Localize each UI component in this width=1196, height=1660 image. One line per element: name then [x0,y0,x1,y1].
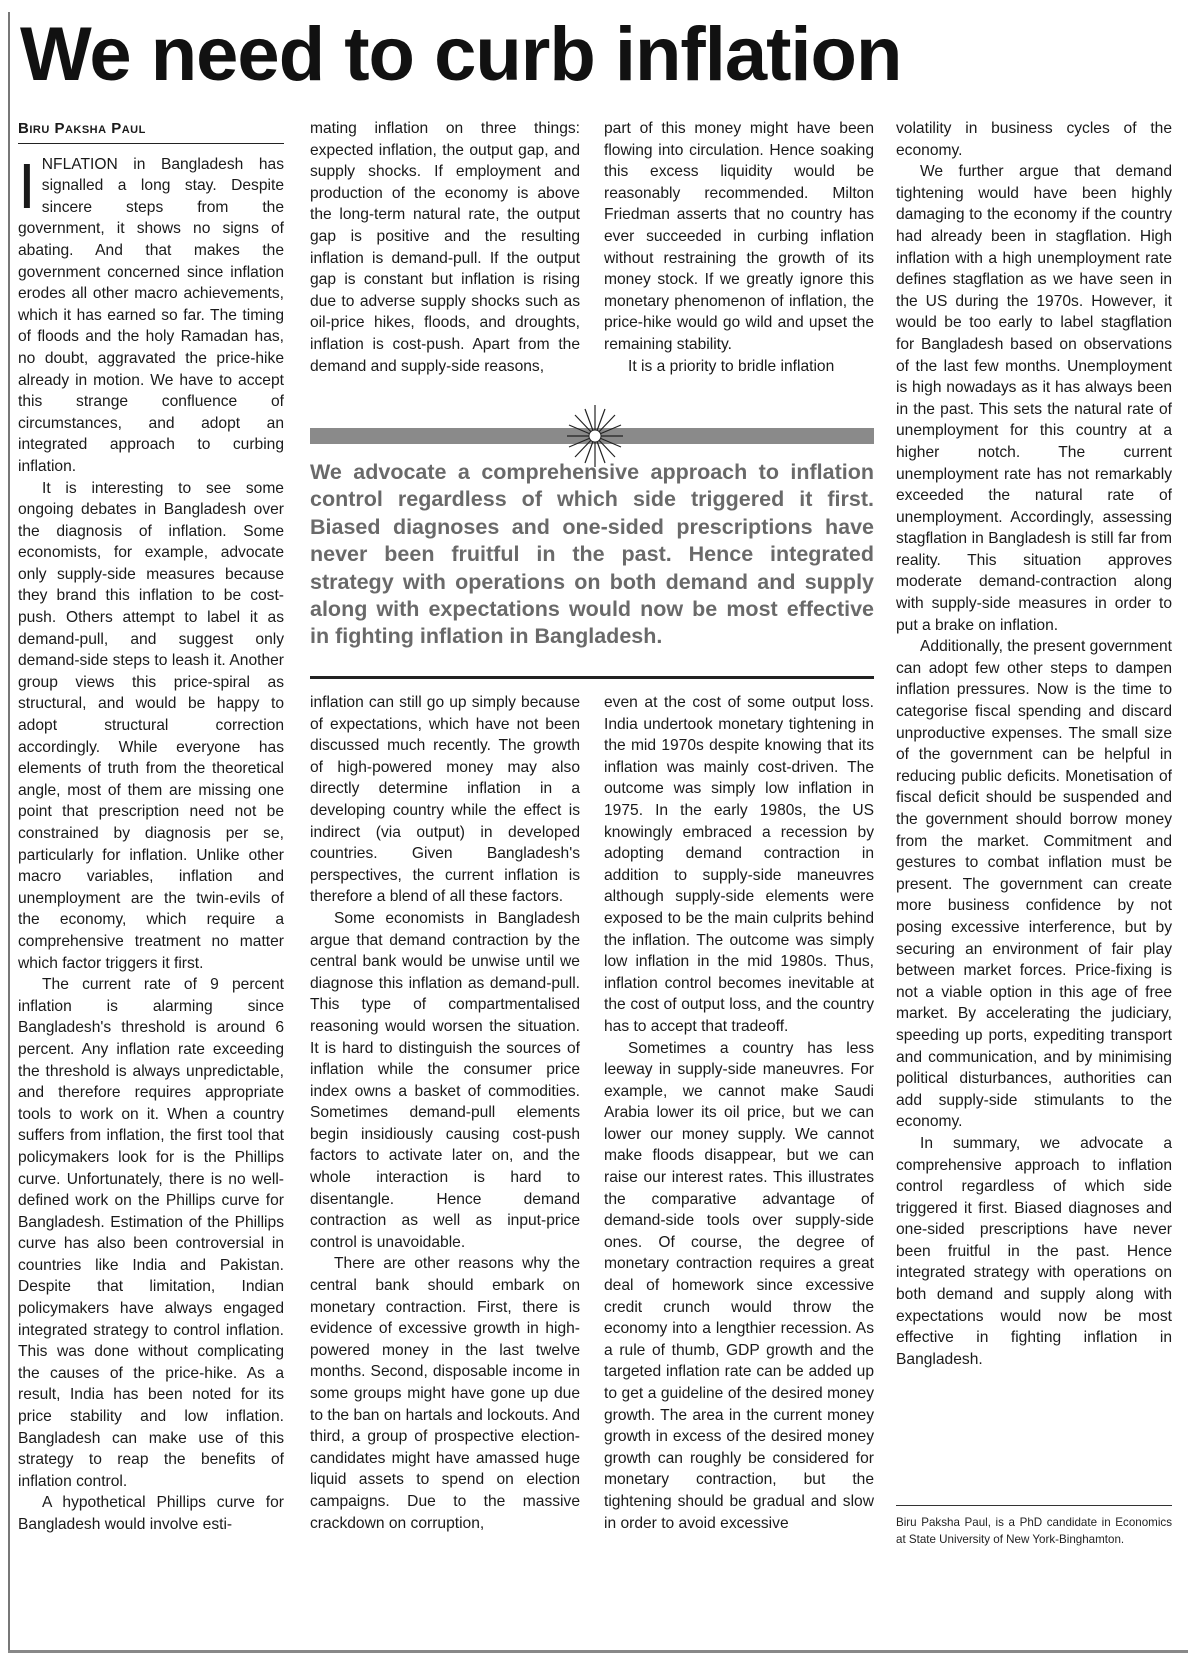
column-2-top [310,118,580,377]
column-3-bottom [604,692,874,1534]
paragraph: In summary, we advocate a comprehensive approach to inflation control regardless of which side triggered it first. Biased diagnoses and one-sided prescriptions have never been fruitful in the past. Hence integrated strategy with operations on both demand and supply along with expectations would now be most effective in fighting inflation in Bangladesh. [896,1134,1172,1368]
paragraph: Some economists in Bangladesh argue that demand contraction by the central bank would be unwise until we diagnose this inflation as demand-pull. This type of compartmentalised reasoning would worsen the situation. It is hard to distinguish the sources of inflation while the consumer price index owns a basket of commodities. Sometimes demand-pull elements begin insidiously causing cost-push factors to activate later on, and the whole interaction is hard to disentangle. Hence demand contraction as well as input-price control is unavoidable. [310,909,580,1251]
headline: We need to curb inflation [20,12,902,97]
column-2-bottom [310,692,580,1534]
paragraph: Additionally, the present government can adopt few other steps to dampen inflation pressures. Now is the time to categorise fiscal spending and discard unproductive expenses. The small size of the government can be helpful in reducing public deficits. Monetisation of fiscal deficit should be suspended and the government should borrow money from the market. Commitment and gestures to combat inflation must be present. The government can create more business confidence by not posing excessive interference, but by securing an environment of fair play between market forces. Price-fixing is not a viable option in this age of free market. By accelerating the judiciary, speeding up ports, expediting transport and communication, and by minimising political disturbances, authorities can add supply-side stimulants to the economy. [896,638,1172,1131]
pullquote-rule [310,676,874,679]
column-1 [18,118,284,1536]
drop-cap: I [18,149,36,222]
paragraph: A hypothetical Phillips curve for Bangladesh would involve esti- [18,1494,284,1533]
author-note: Biru Paksha Paul, is a PhD candidate in Economics at State University of New York-Binghamton. [896,1516,1172,1546]
paragraph: even at the cost of some output loss. India undertook monetary tightening in the mid 1970s despite knowing that its inflation was mainly cost-driven. The outcome was simply low inflation in 1975. In the early 1980s, the US knowingly embraced a recession by adopting demand contraction in addition to supply-side maneuvres although supply-side elements were exposed to be the main culprits behind the inflation. The outcome was simply low inflation in the mid 1980s. Thus, inflation control becomes inevitable at the cost of output loss, and the country has to accept that tradeoff. [604,694,874,1035]
paragraph: There are other reasons why the central bank should embark on monetary contraction. First, there is evidence of excessive growth in high-powered money in the last twelve months. Second, disposable income in some groups might have gone up due to the ban on hartals and lockouts. And third, a group of prospective election-candidates might have amassed huge liquid assets to spend on election campaigns. Due to the massive crackdown on corruption, [310,1255,580,1532]
paragraph: We further argue that demand tightening would have been highly damaging to the economy if the country had already been in stagflation. High inflation with a high unemployment rate defines stagflation as we have seen in the US during the 1970s. However, it would be too early to label stagflation for Bangladesh based on observations of the last few months. Unemployment is high nowadays as it has always been in the past. This sets the natural rate of unemployment for this country at a higher notch. The current unemployment rate has not remarkably exceeded the natural rate of unemployment. Accordingly, assessing stagflation in Bangladesh is still far from reality. This situation approves moderate demand-contraction along with supply-side measures in order to put a brake on inflation. [896,163,1172,634]
byline: Biru Paksha Paul [18,118,284,144]
paragraph: Sometimes a country has less leeway in supply-side maneuvres. For example, we cannot make Saudi Arabia lower its oil price, but we can lower our money supply. We cannot make floods disappear, but we can raise our interest rates. This illustrates the comparative advantage of demand-side tools over supply-side ones. Of course, the degree of monetary contraction requires a great deal of homework since excessive credit crunch would throw the economy into a lengthier recession. As a rule of thumb, GDP growth and the targeted inflation rate can be added up to get a guideline of the desired money growth. The area in the current money growth in excess of the desired money growth can roughly be considered for monetary contraction, but the tightening should be gradual and slow in order to avoid excessive [604,1039,874,1532]
paragraph: volatility in business cycles of the economy. [896,120,1172,159]
paragraph: It is interesting to see some ongoing debates in Bangladesh over the diagnosis of inflation. Some economists, for example, advocate only supply-side measures because they brand this inflation to be cost-push. Others attempt to label it as demand-pull, and suggest only demand-side steps to leash it. Another group views this price-spiral as structural, and would be happy to adopt structural correction accordingly. While everyone has elements of truth from the theoretical angle, most of them are missing one point that prescription need not be constrained by diagnosis per se, particularly for inflation. Unlike other macro variables, inflation and unemployment are the twin-evils of the economy, which require a comprehensive treatment no matter which factor triggers it first. [18,479,284,972]
pullquote-text: We advocate a comprehensive approach to inflation control regardless of which side triggered it first. Biased diagnoses and one-sided prescriptions have never been fruitful in the past. Hence integrated strategy with operations on both demand and supply along with expectations would now be most effective in fighting inflation in Bangladesh. [310,460,874,649]
author-note-rule [896,1505,1172,1506]
paragraph: The current rate of 9 percent inflation is alarming since Bangladesh's threshold is around 6 percent. Any inflation rate exceeding the threshold is always unpredictable, and therefore requires appropriate tools to work on it. When a country suffers from inflation, the first tool that policymakers look for is the Phillips curve. Unfortunately, there is no well-defined work on the Phillips curve for Bangladesh. Estimation of the Phillips curve has also been controversial in countries like India and Pakistan. Despite that limitation, Indian policymakers have always engaged integrated strategy to control inflation. This was done without complicating the causes of the price-hike. As a result, India has been noted for its price stability and low inflation. Bangladesh can make use of this strategy to reap the benefits of inflation control. [18,976,284,1490]
bottom-border-rule [8,1650,1188,1653]
left-border-rule [8,12,10,1652]
column-4 [896,118,1172,1370]
paragraph: It is a priority to bridle inflation [628,357,835,375]
paragraph: part of this money might have been flowing into circulation. Hence soaking this excess liquidity would be reasonably recommended. Milton Friedman asserts that no country has ever succeeded in curbing inflation without restraining the growth of its money stock. If we greatly ignore this monetary phenomenon of inflation, the price-hike would go wild and upset the remaining stability. [604,120,874,353]
paragraph: inflation can still go up simply because of expectations, which have not been discussed much recently. The growth of high-powered money may also directly determine inflation in a developing country while the effect is indirect (via output) in developed countries. Given Bangladesh's perspectives, the current inflation is therefore a blend of all these factors. [310,694,580,906]
column-3-top [604,118,874,377]
paragraph: mating inflation on three things: expected inflation, the output gap, and supply shocks. If employment and production of the economy is above the long-term natural rate, the output gap is positive and the resulting inflation is demand-pull. If the output gap is constant but inflation is rising due to adverse supply shocks such as oil-price hikes, floods, and droughts, inflation is cost-push. Apart from the demand and supply-side reasons, [310,120,580,375]
lead-paragraph: INFLATION in Bangladesh has signalled a long stay. Despite sincere steps from the government, it shows no signs of abating. And that makes the government concerned since inflation erodes all other macro achievements, which it has earned so far. The timing of floods and the holy Ramadan has, no doubt, aggravated the price-hike already in motion. We have to accept this strange confluence of circumstances, and adopt an integrated approach to curbing inflation. [18,149,284,475]
